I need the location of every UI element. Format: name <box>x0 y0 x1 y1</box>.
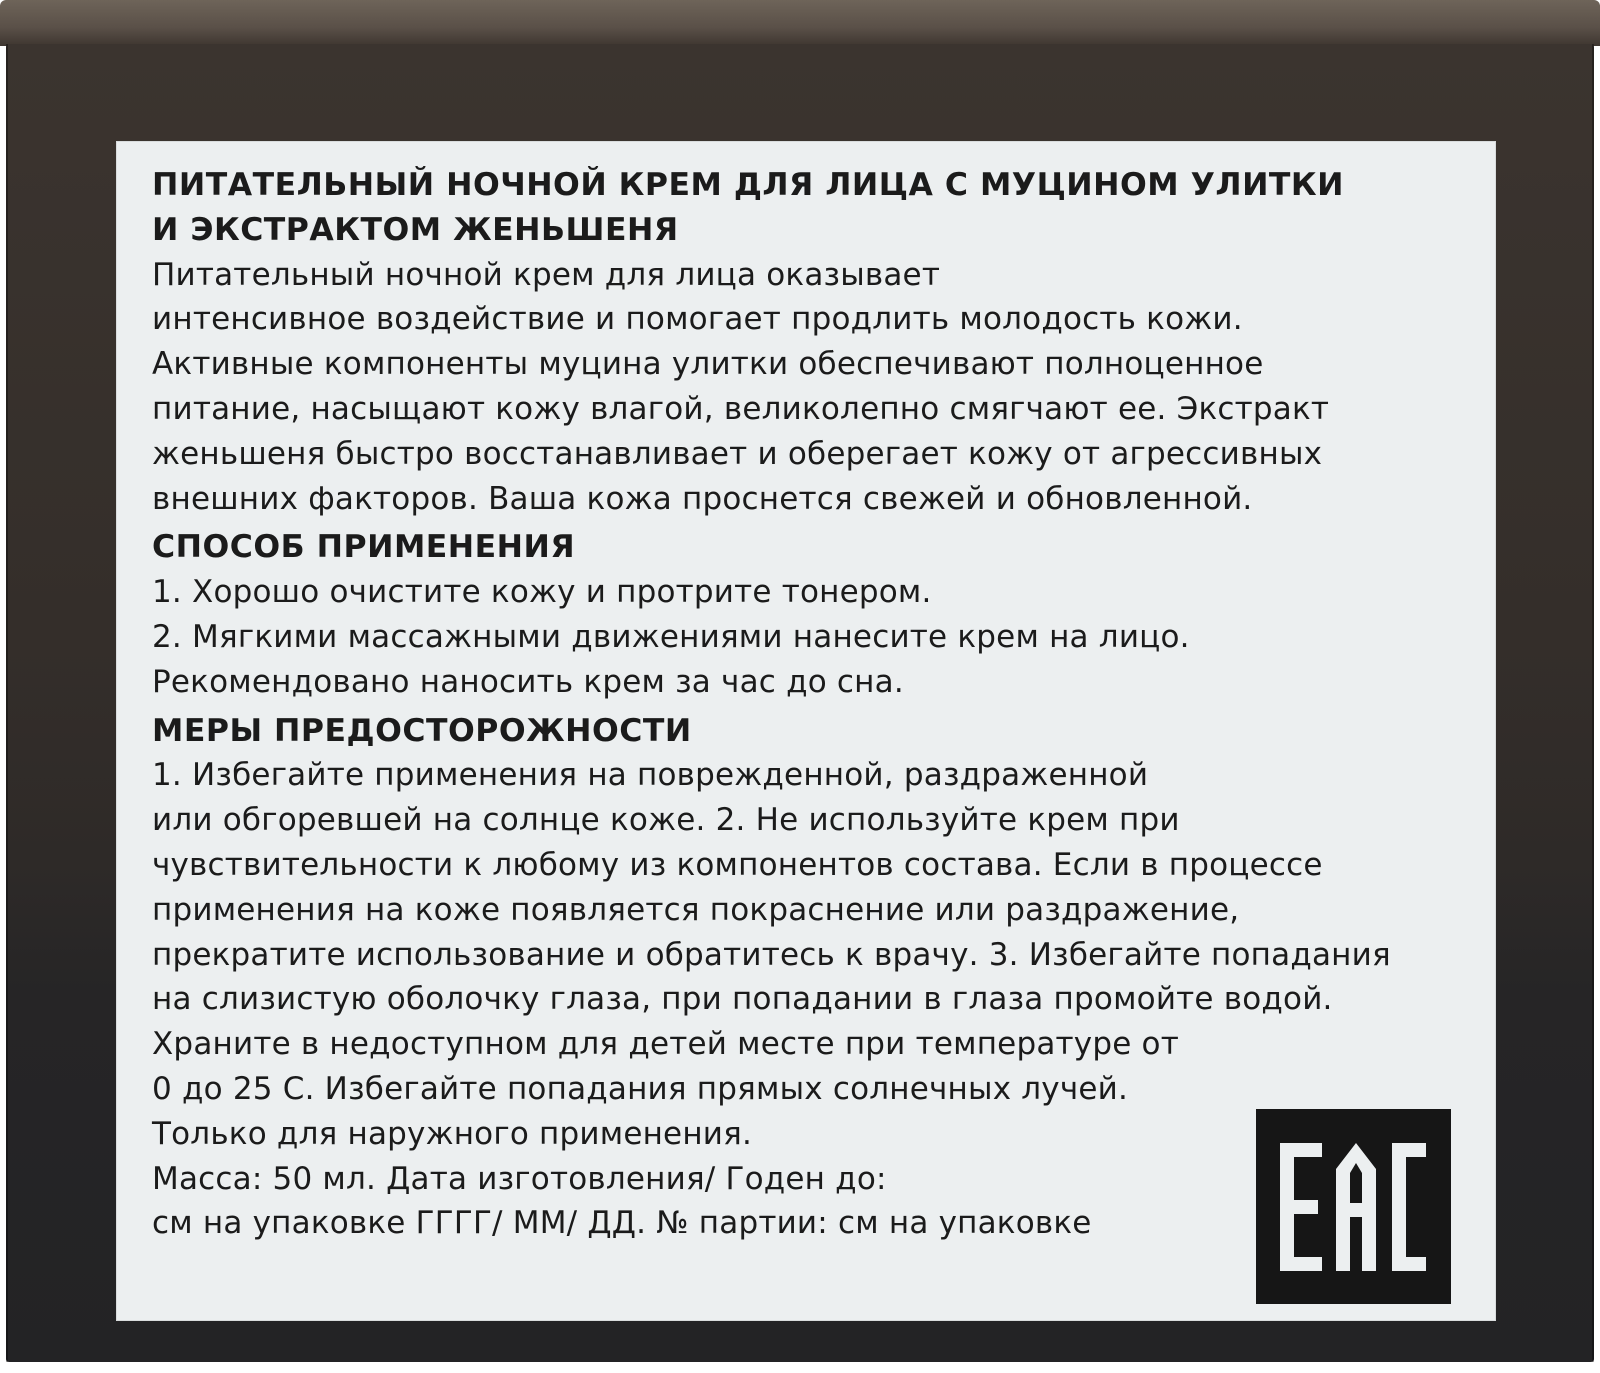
description-line: интенсивное воздействие и помогает продлить молодость кожи. <box>152 301 1243 338</box>
precautions-line: 1. Избегайте применения на поврежденной, раздраженной <box>152 757 1149 794</box>
usage-heading: СПОСОБ ПРИМЕНЕНИЯ <box>152 529 576 566</box>
storage-line: 0 до 25 С. Избегайте попадания прямых солнечных лучей. <box>152 1070 1129 1107</box>
description-line: питание, насыщают кожу влагой, великолепно смягчают ее. Экстракт <box>152 390 1330 427</box>
precautions-heading: МЕРЫ ПРЕДОСТОРОЖНОСТИ <box>152 712 692 749</box>
precautions-line: применения на коже появляется покраснение или раздражение, <box>152 891 1240 928</box>
box-lid <box>0 0 1600 46</box>
title-line-2: И ЭКСТРАКТОМ ЖЕНЬШЕНЯ <box>152 211 679 248</box>
eac-mark-icon <box>1256 1109 1451 1304</box>
description-line: женьшеня быстро восстанавливает и оберегает кожу от агрессивных <box>152 435 1323 472</box>
label-text <box>152 163 1472 1246</box>
usage-line: Рекомендовано наносить крем за час до сна. <box>152 663 904 700</box>
precautions-line: прекратите использование и обратитесь к врачу. 3. Избегайте попадания <box>152 936 1391 973</box>
storage-line: Только для наружного применения. <box>152 1115 753 1152</box>
usage-line: 1. Хорошо очистите кожу и протрите тонером. <box>152 574 932 611</box>
description-line: внешних факторов. Ваша кожа проснется свежей и обновленной. <box>152 480 1253 517</box>
precautions-line: или обгоревшей на солнце коже. 2. Не используйте крем при <box>152 802 1180 839</box>
precautions-line: чувствительности к любому из компонентов состава. Если в процессе <box>152 846 1323 883</box>
precautions-line: на слизистую оболочку глаза, при попадании в глаза промойте водой. <box>152 981 1333 1018</box>
usage-line: 2. Мягкими массажными движениями нанесите крем на лицо. <box>152 618 1190 655</box>
storage-line: Храните в недоступном для детей месте при температуре от <box>152 1026 1179 1063</box>
batch-line: см на упаковке ГГГГ/ ММ/ ДД. № партии: см на упаковке <box>152 1205 1092 1242</box>
description-line: Питательный ночной крем для лица оказывает <box>152 256 941 293</box>
description-line: Активные компоненты муцина улитки обеспечивают полноценное <box>152 346 1264 383</box>
mass-line: Масса: 50 мл. Дата изготовления/ Годен до: <box>152 1160 887 1197</box>
product-label <box>116 141 1496 1321</box>
title-line-1: ПИТАТЕЛЬНЫЙ НОЧНОЙ КРЕМ ДЛЯ ЛИЦА С МУЦИНОМ УЛИТКИ <box>152 167 1345 203</box>
box-face <box>6 44 1594 1362</box>
